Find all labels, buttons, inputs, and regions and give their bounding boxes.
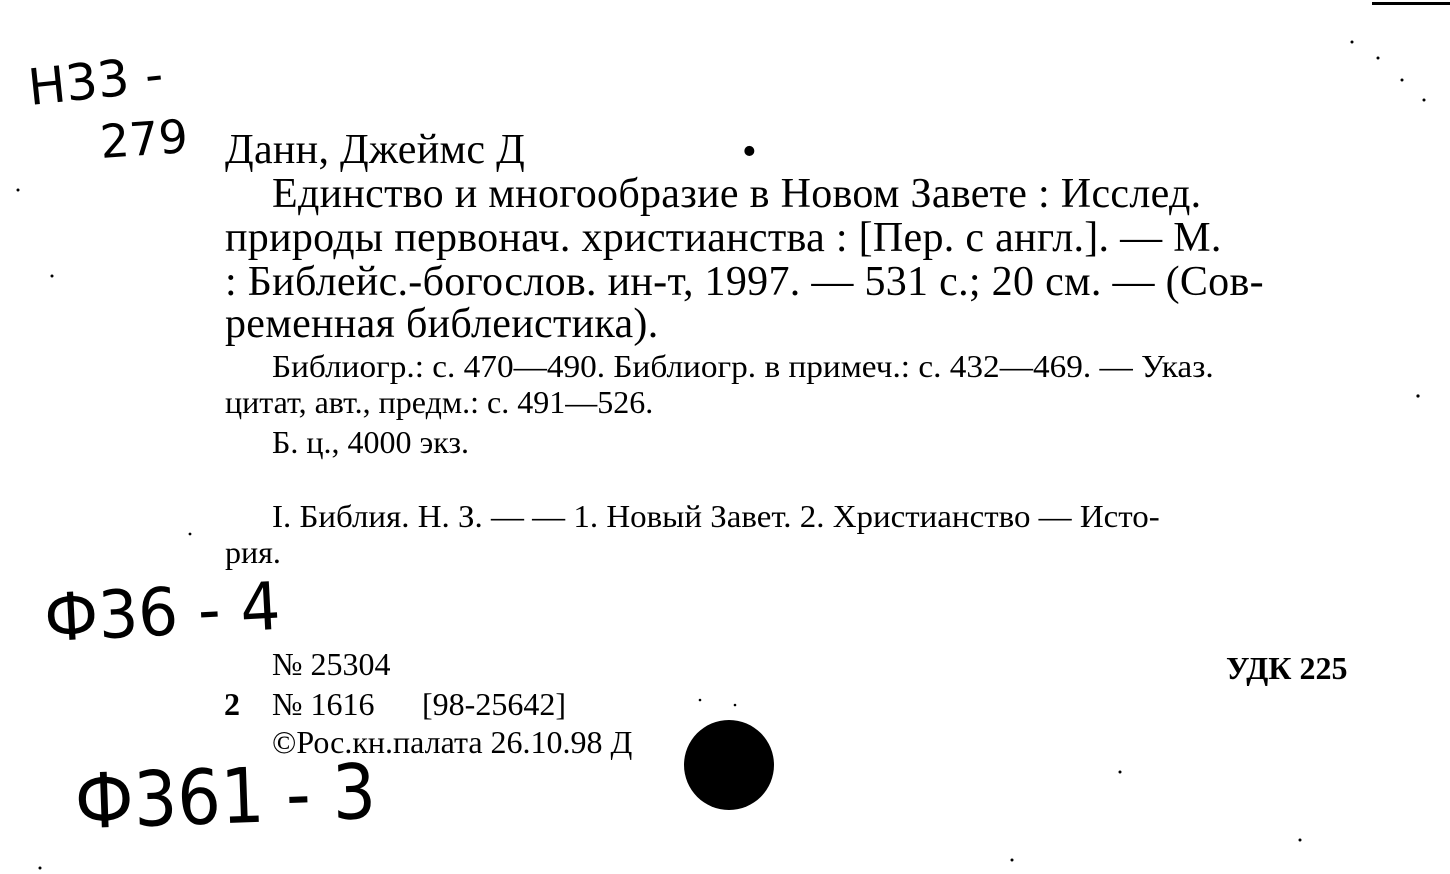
author-dot: • <box>742 129 758 175</box>
subjects-line-1: I. Библия. Н. З. — — 1. Новый Завет. 2. Христианство — Исто- <box>272 498 1160 534</box>
price-line: Б. ц., 4000 экз. <box>272 424 469 460</box>
subjects-line-2: рия. <box>225 534 281 570</box>
handwritten-location-code-2: Ф361 - 3 <box>73 746 378 847</box>
handwritten-shelf-mark: Н33 - <box>25 45 166 117</box>
imprint-line: : Библейс.-богослов. ин-т, 1997. — 531 с.; 20 см. — (Сов- <box>225 259 1264 305</box>
author-heading: Данн, Джеймс Д <box>225 127 526 173</box>
notes-line-1: Библиогр.: с. 470—490. Библиогр. в примеч.: с. 432—469. — Указ. <box>272 348 1214 384</box>
record-number: № 25304 <box>272 646 391 682</box>
card-number: № 1616 <box>272 686 375 722</box>
card-prefix: 2 <box>224 686 240 722</box>
handwritten-location-code: Ф36 - 4 <box>42 567 283 658</box>
udc-code: УДК 225 <box>1226 650 1348 686</box>
series-line: ременная библеистика). <box>225 301 659 347</box>
title-line-1: Единство и многообразие в Новом Завете : Исслед. <box>272 171 1202 217</box>
card-code: [98-25642] <box>422 686 566 722</box>
handwritten-shelf-number: 279 <box>98 109 190 169</box>
notes-line-2: цитат, авт., предм.: с. 491—526. <box>225 384 654 420</box>
copyright-line: ©Рос.кн.палата 26.10.98 Д <box>272 724 633 760</box>
title-line-2: природы первонач. христианства : [Пер. с англ.]. — М. <box>225 215 1222 261</box>
